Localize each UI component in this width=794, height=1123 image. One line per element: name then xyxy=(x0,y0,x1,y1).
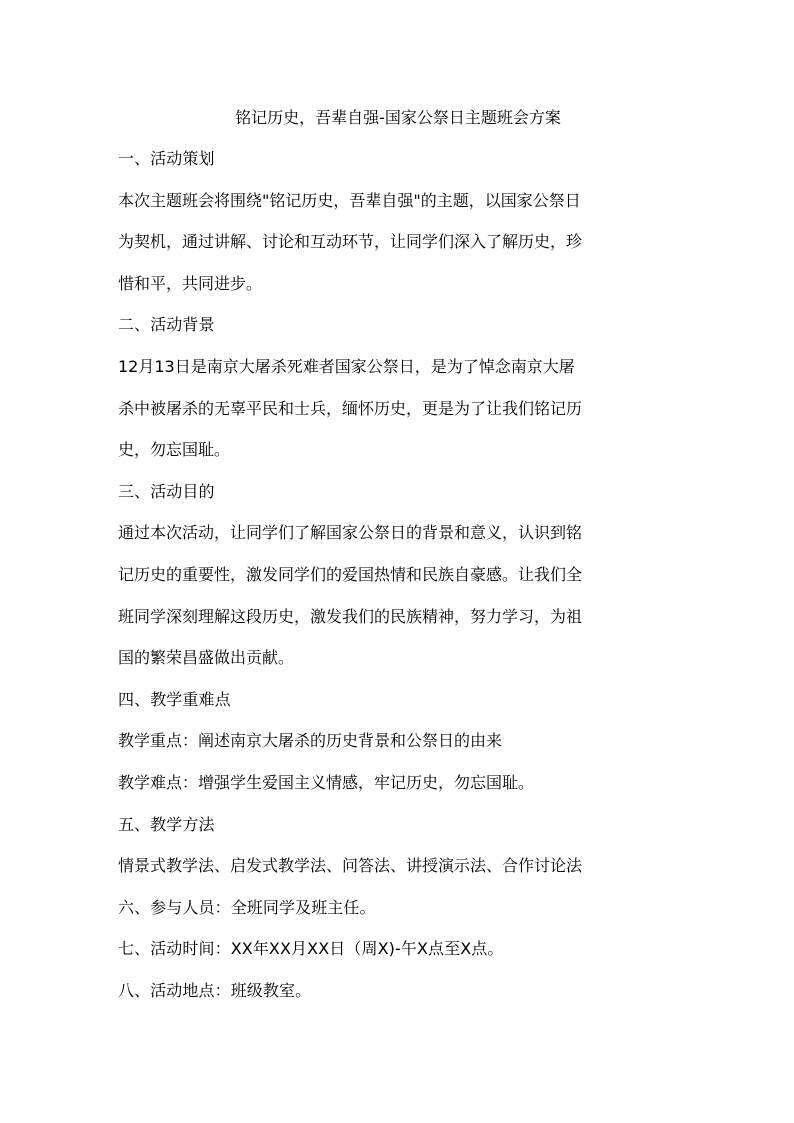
body-line: 教学难点：增强学生爱国主义情感，牢记历史，勿忘国耻。 xyxy=(118,772,535,792)
body-line: 教学重点：阐述南京大屠杀的历史背景和公祭日的由来 xyxy=(118,731,503,751)
item-time: 七、活动时间：XX年XX月XX日（周X)-午X点至X点。 xyxy=(118,939,504,959)
section-body-methods xyxy=(118,845,678,887)
body-line: 为契机，通过讲解、讨论和互动环节，让同学们深入了解历史，珍 xyxy=(118,232,583,252)
body-line: 惜和平，共同进步。 xyxy=(118,273,263,293)
body-line: 国的繁荣昌盛做出贡献。 xyxy=(118,648,295,668)
body-line: 情景式教学法、启发式教学法、问答法、讲授演示法、合作讨论法 xyxy=(118,856,583,876)
section-heading-planning: 一、活动策划 xyxy=(118,149,215,168)
section-heading-background: 二、活动背景 xyxy=(118,315,215,335)
body-line: 杀中被屠杀的无辜平民和士兵，缅怀历史，更是为了让我们铭记历 xyxy=(118,398,583,418)
item-participants: 六、参与人员：全班同学及班主任。 xyxy=(118,897,376,917)
body-line: 记历史的重要性，激发同学们的爱国热情和民族自豪感。让我们全 xyxy=(118,564,583,584)
body-line: 班同学深刻理解这段历史，激发我们的民族精神，努力学习，为祖 xyxy=(118,606,583,626)
document-page xyxy=(118,98,678,1011)
section-body-planning xyxy=(118,180,678,305)
section-body-key-points xyxy=(118,720,678,803)
section-body-background xyxy=(118,346,678,471)
body-line: 通过本次活动，让同学们了解国家公祭日的背景和意义，认识到铭 xyxy=(118,523,583,543)
body-line: 12月13日是南京大屠杀死难者国家公祭日，是为了悼念南京大屠 xyxy=(118,356,575,376)
document-title: 铭记历史，吾辈自强-国家公祭日主题班会方案 xyxy=(235,108,561,127)
body-line: 史，勿忘国耻。 xyxy=(118,440,231,460)
item-location: 八、活动地点：班级教室。 xyxy=(118,980,312,1000)
section-heading-key-points: 四、教学重难点 xyxy=(118,689,231,709)
section-heading-purpose: 三、活动目的 xyxy=(118,481,215,501)
body-line: 本次主题班会将围绕"铭记历史，吾辈自强"的主题，以国家公祭日 xyxy=(118,190,581,210)
section-heading-methods: 五、教学方法 xyxy=(118,814,215,834)
section-body-purpose xyxy=(118,512,678,678)
